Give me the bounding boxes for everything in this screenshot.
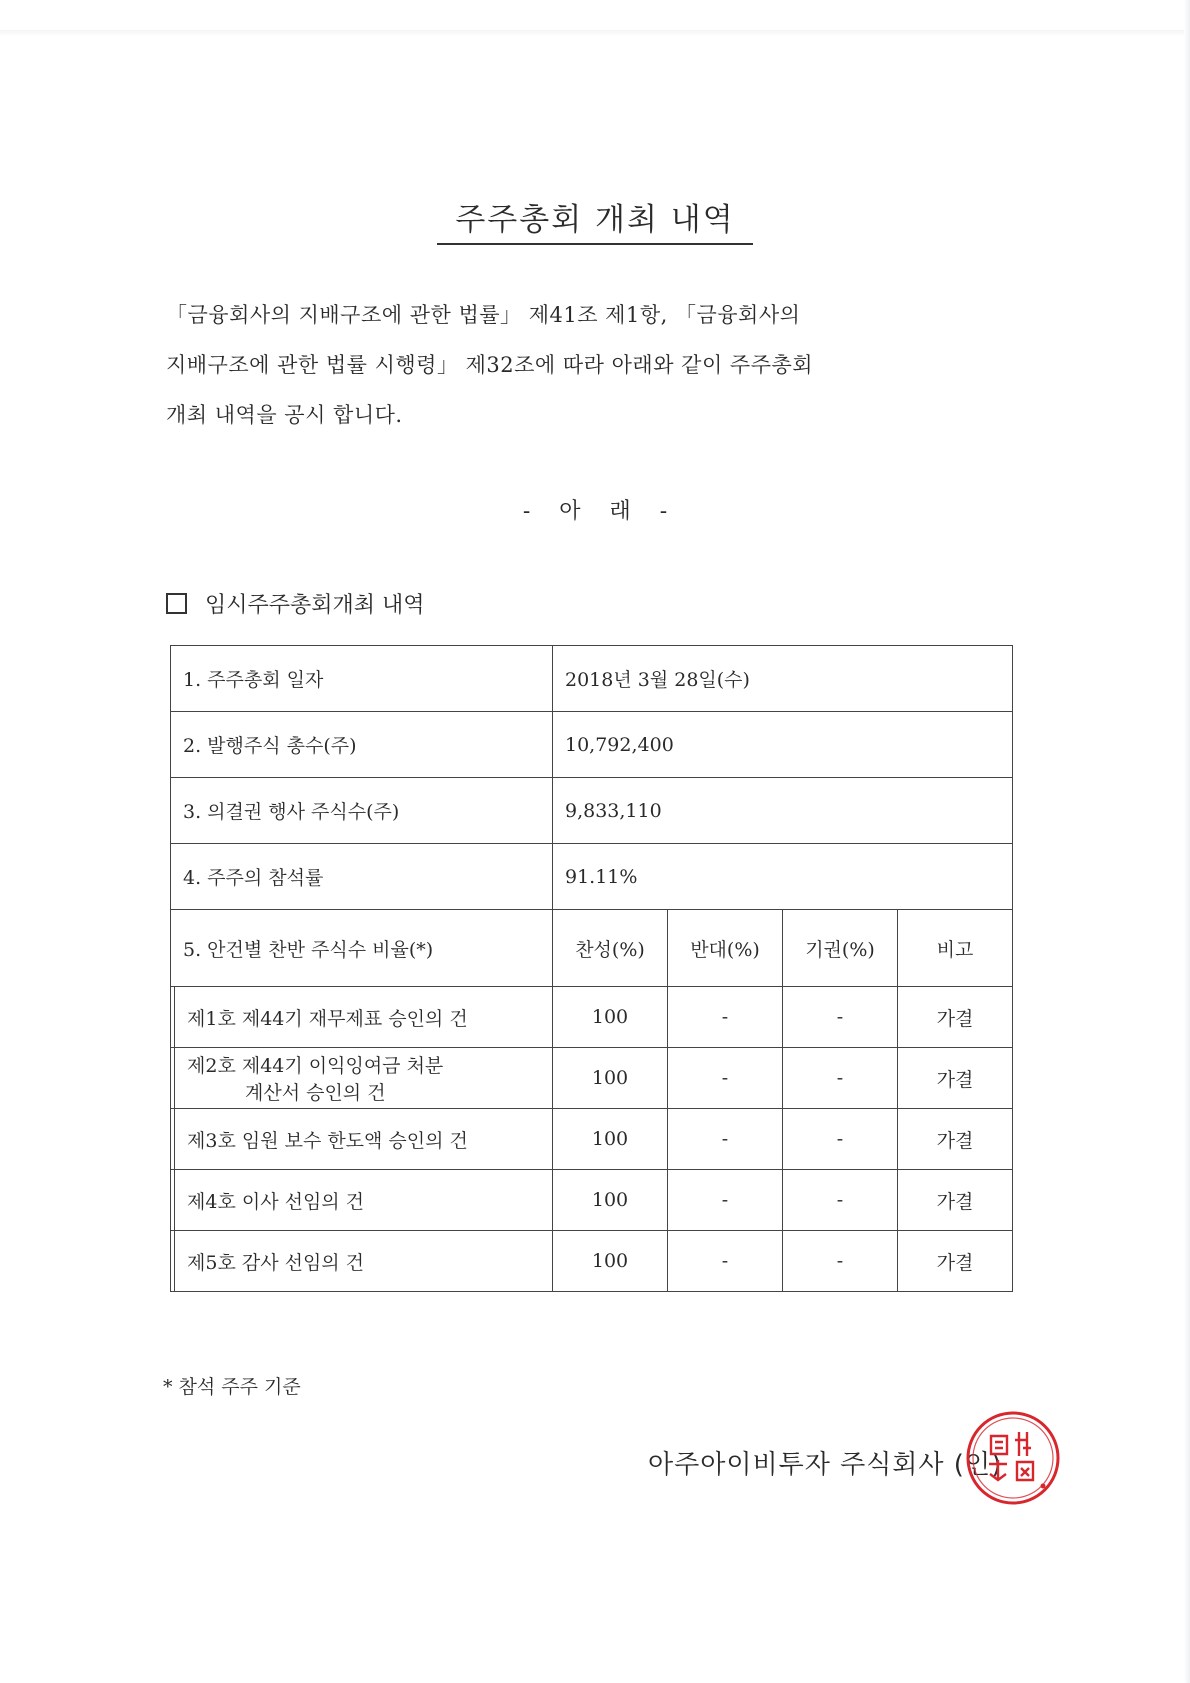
intro-paragraph <box>166 290 966 440</box>
agenda-yes: 100 <box>553 987 668 1048</box>
agenda-abstain: - <box>783 1170 898 1231</box>
vote-header-row <box>171 910 1013 987</box>
agenda-abstain: - <box>783 1231 898 1292</box>
page-top-edge <box>0 30 1190 36</box>
company-name: 아주아이비투자 주식회사 (인) <box>648 1450 1003 1480</box>
row-label: 2. 발행주식 총수(주) <box>171 712 553 778</box>
agenda-title-line2: 계산서 승인의 건 <box>245 1082 386 1104</box>
row-label: 4. 주주의 참석률 <box>171 844 553 910</box>
table-row <box>171 778 1013 844</box>
below-heading: - 아 래 - <box>522 499 668 524</box>
header-abstain: 기권(%) <box>783 910 898 987</box>
footnote: * 참석 주주 기준 <box>163 1376 301 1398</box>
row-value: 9,833,110 <box>553 778 1013 844</box>
agenda-abstain: - <box>783 1109 898 1170</box>
intro-line: 지배구조에 관한 법률 시행령」 제32조에 따라 아래와 같이 주주총회 <box>166 353 814 377</box>
agenda-note: 가결 <box>898 1231 1013 1292</box>
header-yes: 찬성(%) <box>553 910 668 987</box>
agenda-title: 제1호 제44기 재무제표 승인의 건 <box>175 987 553 1048</box>
agenda-row <box>171 1231 1013 1292</box>
meeting-table <box>170 645 1013 1292</box>
agenda-yes: 100 <box>553 1109 668 1170</box>
agenda-row <box>171 1170 1013 1231</box>
table-row <box>171 712 1013 778</box>
company-seal-icon <box>963 1408 1063 1508</box>
agenda-abstain: - <box>783 1048 898 1109</box>
agenda-note: 가결 <box>898 987 1013 1048</box>
agenda-no: - <box>668 1109 783 1170</box>
agenda-yes: 100 <box>553 1170 668 1231</box>
document-title <box>0 194 1190 245</box>
agenda-title: 제5호 감사 선임의 건 <box>175 1231 553 1292</box>
header-note: 비고 <box>898 910 1013 987</box>
header-no: 반대(%) <box>668 910 783 987</box>
agenda-no: - <box>668 1170 783 1231</box>
agenda-title: 제4호 이사 선임의 건 <box>175 1170 553 1231</box>
agenda-no: - <box>668 987 783 1048</box>
intro-line: 「금융회사의 지배구조에 관한 법률」 제41조 제1항, 「금융회사의 <box>166 303 801 327</box>
agenda-yes: 100 <box>553 1231 668 1292</box>
row-value: 10,792,400 <box>553 712 1013 778</box>
checkbox-icon <box>166 593 187 614</box>
agenda-row <box>171 987 1013 1048</box>
page-right-edge <box>1184 0 1190 1683</box>
agenda-note: 가결 <box>898 1109 1013 1170</box>
table-row <box>171 646 1013 712</box>
agenda-no: - <box>668 1231 783 1292</box>
agenda-abstain: - <box>783 987 898 1048</box>
row-label: 1. 주주총회 일자 <box>171 646 553 712</box>
agenda-title: 제2호 제44기 이익잉여금 처분 <box>187 1055 444 1077</box>
agenda-no: - <box>668 1048 783 1109</box>
agenda-title: 제3호 임원 보수 한도액 승인의 건 <box>175 1109 553 1170</box>
section-heading <box>166 588 425 619</box>
row-value: 91.11% <box>553 844 1013 910</box>
agenda-row <box>171 1048 1013 1109</box>
agenda-note: 가결 <box>898 1170 1013 1231</box>
document-title-text: 주주총회 개최 내역 <box>437 194 752 245</box>
vote-header-label: 5. 안건별 찬반 주식수 비율(*) <box>171 910 553 987</box>
agenda-title-cell <box>175 1048 553 1109</box>
row-value: 2018년 3월 28일(수) <box>553 646 1013 712</box>
table-row <box>171 844 1013 910</box>
row-label: 3. 의결권 행사 주식수(주) <box>171 778 553 844</box>
agenda-yes: 100 <box>553 1048 668 1109</box>
agenda-note: 가결 <box>898 1048 1013 1109</box>
section-title: 임시주주총회개최 내역 <box>205 593 425 618</box>
agenda-row <box>171 1109 1013 1170</box>
intro-line: 개최 내역을 공시 합니다. <box>166 403 403 427</box>
